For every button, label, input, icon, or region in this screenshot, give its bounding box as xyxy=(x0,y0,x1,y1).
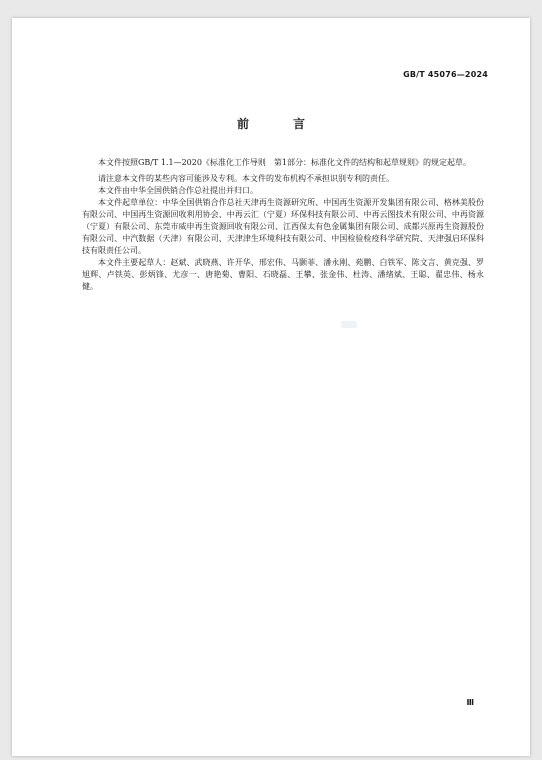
watermark-mark xyxy=(341,321,357,328)
paragraph-drafters: 本文件主要起草人：赵斌、武晓燕、许开华、邢宏伟、马颢菲、潘永刚、苑鹏、白铁军、陈文言、黄克强、罗旭辉、卢铁英、彭炳锋、尤彦一、唐艳菊、曹阳、石晓磊、王攀、张金伟、杜涛、潘绪斌、王聪、翟忠伟、杨永健。 xyxy=(82,258,484,291)
page-title: 前 言 xyxy=(236,117,321,131)
document-page xyxy=(12,18,530,756)
paragraph-proposer: 本文件由中华全国供销合作总社提出并归口。 xyxy=(98,186,258,195)
page-number: Ⅲ xyxy=(466,698,474,707)
foreword-body xyxy=(82,157,484,293)
paragraph-drafting-units: 本文件起草单位：中华全国供销合作总社天津再生资源研究所、中国再生资源开发集团有限公司、格林美股份有限公司、中国再生资源回收利用协会、中再云汇（宁夏）环保科技有限公司、中再云图技术有限公司、中再资源（宁夏）有限公司、东莞市威申再生资源回收有限公司、江西保太有色金属集团有限公司、成都兴原再生资源股份有限公司、中汽数据（天津）有限公司、天津津生环境科技有限公司、中国检验检疫科学研究院、天津强启环保科技有限责任公司。 xyxy=(82,198,484,255)
paragraph-drafting-rules: 本文件按照GB/T 1.1—2020《标准化工作导则 第1部分：标准化文件的结构和起草规则》的规定起草。 xyxy=(98,158,472,167)
paragraph-patent-notice: 请注意本文件的某些内容可能涉及专利。本文件的发布机构不承担识别专利的责任。 xyxy=(98,174,394,183)
standard-code: GB/T 45076—2024 xyxy=(403,70,488,79)
